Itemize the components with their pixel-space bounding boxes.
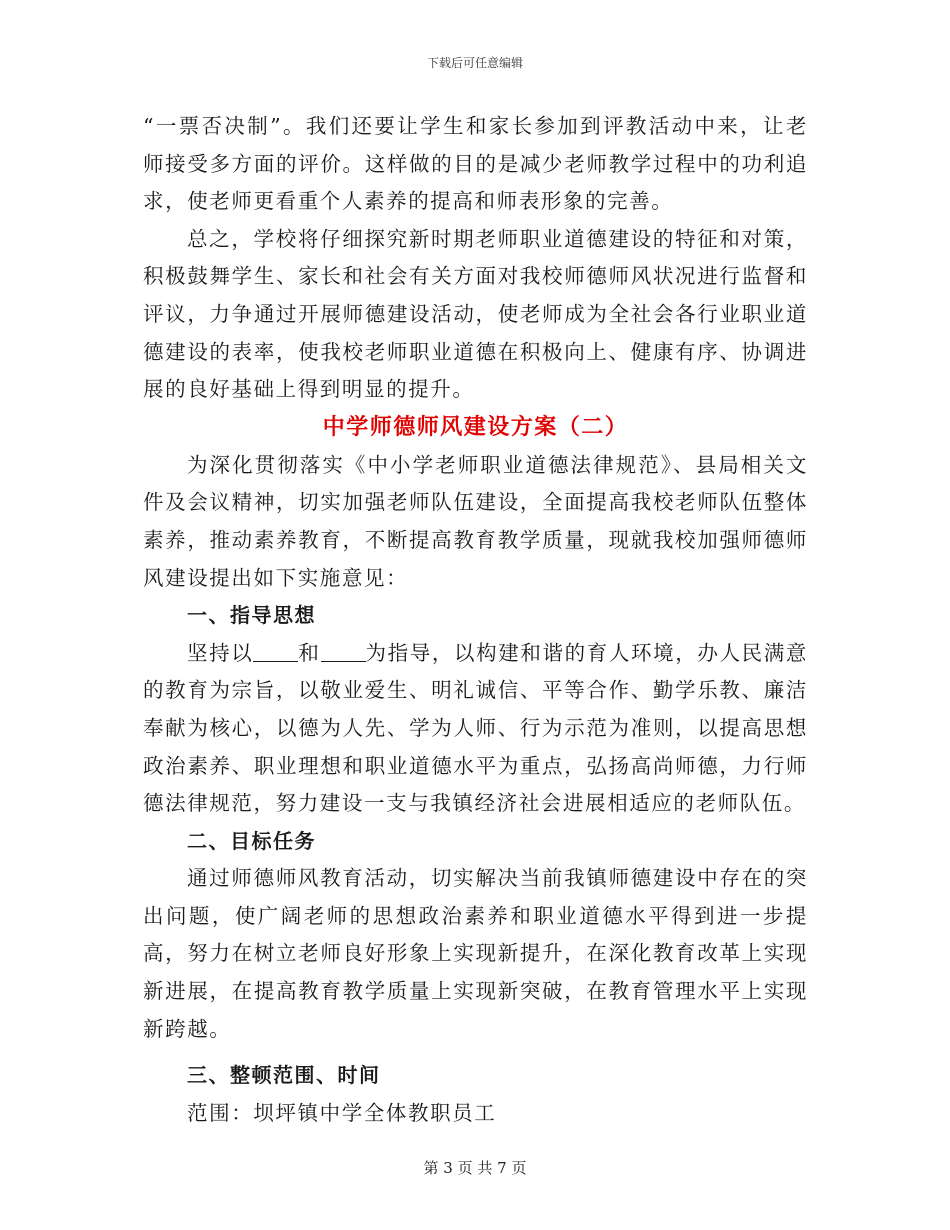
text-segment-c: 为指导，以构建和谐的育人环境，办人民满意的教育为宗旨，以敬业爱生、明礼诚信、平等合作、勤学乐教、廉洁奉献为核心，以德为人先、学为人师、行为示范为准则，以提高思想政治素养、职业理想和职业道德水平为重点，弘扬高尚师德，力行师德法律规范，努力建设一支与我镇经济社会进展相适应的老师队伍。 (143, 640, 808, 816)
paragraph-scope: 范围：坝坪镇中学全体教职员工 (187, 1100, 497, 1125)
heading-guiding-ideology: 一、指导思想 (187, 603, 316, 628)
blank-line-2 (321, 641, 366, 662)
paragraph-guiding-ideology (143, 635, 808, 823)
document-body (143, 108, 808, 1132)
blank-line-1 (253, 641, 298, 662)
page-header: 下载后可任意编辑 (426, 56, 523, 70)
text-segment-b: 和 (298, 640, 321, 665)
heading-objectives: 二、目标任务 (187, 828, 316, 853)
text-segment-a: 坚持以 (187, 640, 254, 665)
heading-scope-time: 三、整顿范围、时间 (187, 1063, 381, 1088)
paragraph-continuation: “一票否决制”。我们还要让学生和家长参加到评教活动中来，让老师接受多方面的评价。这样做的目的是减少老师教学过程中的功利追求，使老师更看重个人素养的提高和师表形象的完善。 (143, 114, 808, 214)
page-number: 第 3 页 共 7 页 (423, 1159, 527, 1177)
paragraph-intro: 为深化贯彻落实《中小学老师职业道德法律规范》、县局相关文件及会议精神，切实加强老师队伍建设，全面提高我校老师队伍整体素养，推动素养教育，不断提高教育教学质量，现就我校加强师德师风建设提出如下实施意见： (143, 452, 808, 590)
paragraph-objectives: 通过师德师风教育活动，切实解决当前我镇师德建设中存在的突出问题，使广阔老师的思想政治素养和职业道德水平得到进一步提高，努力在树立老师良好形象上实现新提升，在深化教育改革上实现新进展，在提高教育教学质量上实现新突破，在教育管理水平上实现新跨越。 (143, 866, 808, 1041)
section-title: 中学师德师风建设方案（二） (322, 414, 629, 440)
paragraph-conclusion: 总之，学校将仔细探究新时期老师职业道德建设的特征和对策，积极鼓舞学生、家长和社会有关方面对我校师德师风状况进行监督和评议，力争通过开展师德建设活动，使老师成为全社会各行业职业道德建设的表率，使我校老师职业道德在积极向上、健康有序、协调进展的良好基础上得到明显的提升。 (143, 226, 808, 402)
